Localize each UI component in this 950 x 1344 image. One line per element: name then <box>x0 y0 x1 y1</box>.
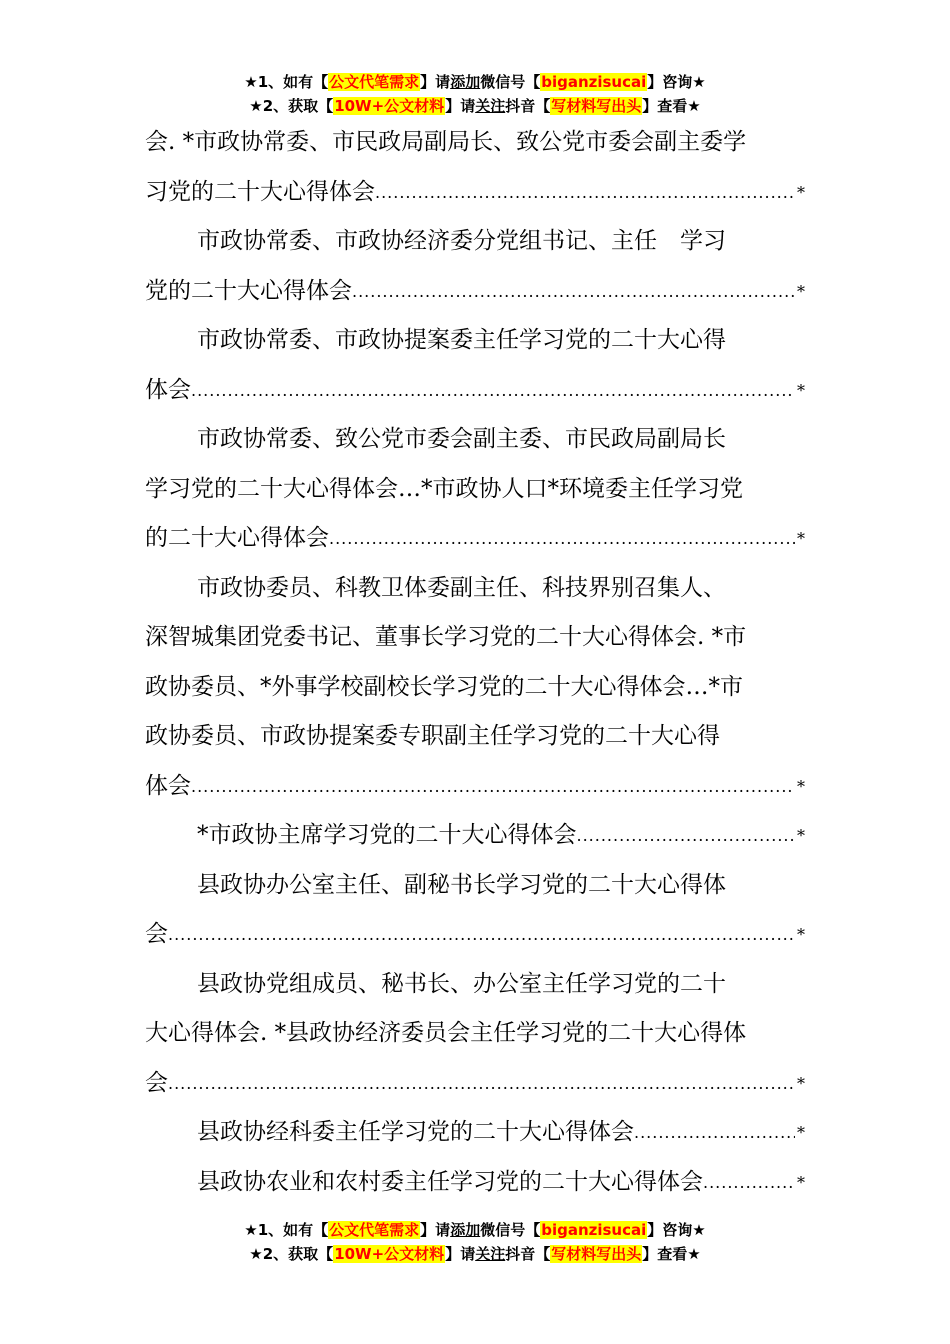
toc-line: 深智城集团党委书记、董事长学习党的二十大心得体会. *市 <box>145 624 747 650</box>
leader-dots <box>375 168 795 218</box>
top-banner <box>0 70 950 118</box>
toc-line: 政协委员、*外事学校副校长学习党的二十大心得体会…*市 <box>145 673 743 700</box>
banner-line-1: ★1、如有【公文代笔需求】请添加微信号【biganzisucai】咨询★ <box>244 1221 706 1239</box>
highlight-wechat-id: biganzisucai <box>541 1221 647 1239</box>
highlight-douyin: 写材料写出头 <box>551 1245 642 1263</box>
toc-line: 县政协党组成员、秘书长、办公室主任学习党的二十 <box>197 970 726 997</box>
toc-line: 会 ..... * <box>145 1059 805 1109</box>
toc-line: 学习党的二十大心得体会…*市政协人口*环境委主任学习党 <box>145 475 743 502</box>
toc-body <box>145 118 805 1207</box>
leader-dots <box>191 762 795 812</box>
leader-dots <box>168 1059 795 1109</box>
highlight-service: 公文代笔需求 <box>329 73 420 91</box>
leader-dots <box>577 811 796 861</box>
toc-line: 市政协常委、致公党市委会副主委、市民政局副局长 <box>197 426 726 452</box>
toc-line: 体会 ..... * <box>145 366 805 416</box>
highlight-service: 公文代笔需求 <box>329 1221 420 1239</box>
toc-line: 党的二十大心得体会 ..... * <box>145 267 805 317</box>
toc-line: 县政协办公室主任、副秘书长学习党的二十大心得体 <box>197 871 726 898</box>
toc-line: 市政协常委、市政协经济委分党组书记、主任 学习 <box>197 228 726 254</box>
toc-line: 会 ..... * <box>145 910 805 960</box>
toc-line: 习党的二十大心得体会 ..... * <box>145 168 805 218</box>
highlight-materials: 10W+公文材料 <box>334 97 445 115</box>
toc-line: 市政协委员、科教卫体委副主任、科技界别召集人、 <box>197 574 726 601</box>
leader-dots <box>168 910 795 960</box>
toc-line: 市政协常委、市政协提案委主任学习党的二十大心得 <box>197 327 726 353</box>
toc-line: *市政协主席学习党的二十大心得体会 ..... * <box>145 811 805 861</box>
leader-dots <box>703 1158 795 1208</box>
toc-line: 县政协经科委主任学习党的二十大心得体会 ..... * <box>145 1108 805 1158</box>
leader-dots <box>191 366 795 416</box>
banner-line-2: ★2、获取【10W+公文材料】请关注抖音【写材料写出头】查看★ <box>249 97 701 115</box>
banner-line-2: ★2、获取【10W+公文材料】请关注抖音【写材料写出头】查看★ <box>249 1245 701 1263</box>
highlight-materials: 10W+公文材料 <box>334 1245 445 1263</box>
bottom-banner <box>0 1218 950 1266</box>
toc-line: 县政协农业和农村委主任学习党的二十大心得体会 ..... * <box>145 1158 805 1208</box>
highlight-douyin: 写材料写出头 <box>551 97 642 115</box>
highlight-wechat-id: biganzisucai <box>541 73 647 91</box>
leader-dots <box>329 514 795 564</box>
toc-line: 会. *市政协常委、市民政局副局长、致公党市委会副主委学 <box>145 129 747 155</box>
toc-line: 政协委员、市政协提案委专职副主任学习党的二十大心得 <box>145 723 720 749</box>
leader-dots <box>352 267 795 317</box>
banner-line-1: ★1、如有【公文代笔需求】请添加微信号【biganzisucai】咨询★ <box>244 73 706 91</box>
toc-line: 的二十大心得体会 ..... * <box>145 514 805 564</box>
toc-line: 体会 ..... * <box>145 762 805 812</box>
toc-line: 大心得体会. *县政协经济委员会主任学习党的二十大心得体 <box>145 1020 747 1046</box>
leader-dots <box>634 1108 795 1158</box>
